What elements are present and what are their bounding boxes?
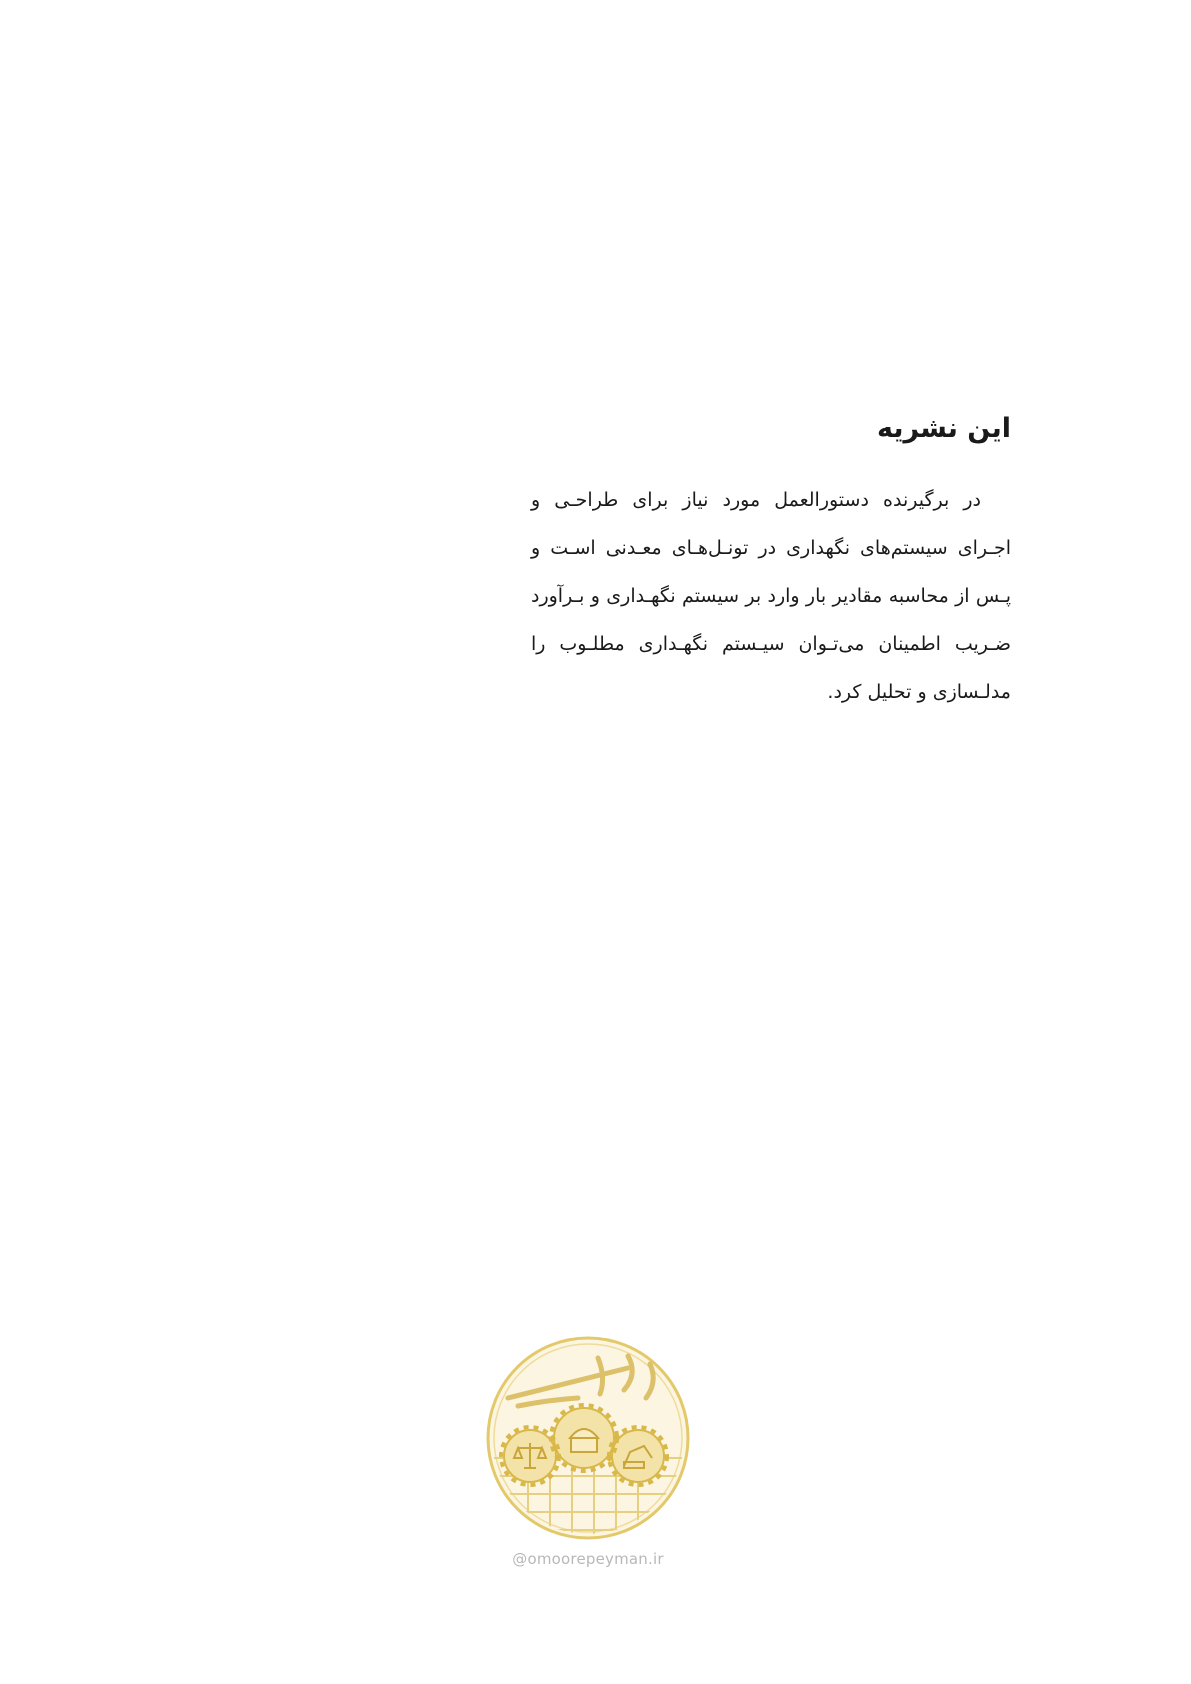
seal-emblem-icon: [478, 1328, 698, 1548]
publication-section: [531, 410, 1011, 716]
watermark-caption: @omoorepeyman.ir: [512, 1550, 664, 1568]
watermark-logo: [478, 1328, 698, 1588]
section-body-text: در برگیرنده دستورالعمل مورد نیاز برای طراحـی و اجـرای سیستم‌های نگهداری در تونـل‌هـای معـدنی اسـت و پـس از محاسبه مقادیر بار وارد بر سیستم نگهـداری و بـرآورد ضـریب اطمینان می‌تـوان سیـستم نگهـداری مطلـوب را مدلـسازی و تحلیل کرد.: [531, 488, 1011, 703]
section-heading: این نشریه: [876, 413, 1011, 444]
